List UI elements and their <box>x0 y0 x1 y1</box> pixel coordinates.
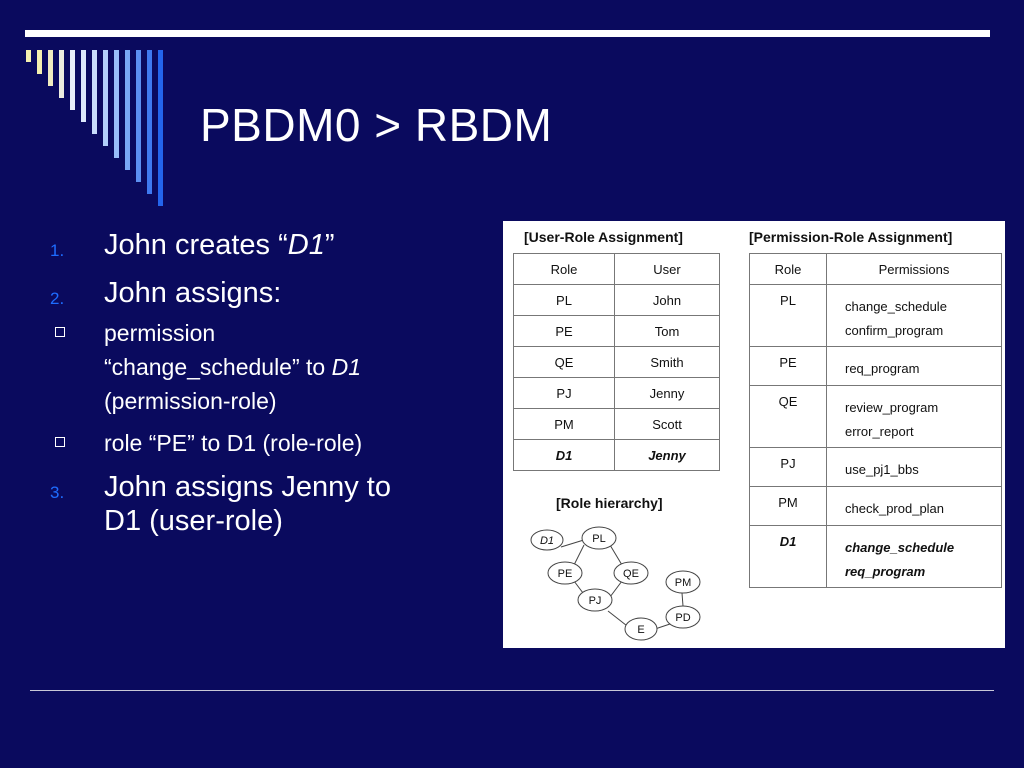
table-row <box>514 409 720 440</box>
table-cell: Jenny <box>615 378 720 409</box>
sub-list-item <box>50 426 550 460</box>
square-bullet-icon <box>55 437 65 447</box>
permission-text: error_report <box>845 424 914 439</box>
permission-text: change_schedule <box>845 540 955 555</box>
table-cell <box>827 448 1002 487</box>
hierarchy-caption: [Role hierarchy] <box>556 495 663 511</box>
ura-caption: [User-Role Assignment] <box>524 229 683 245</box>
sub-text: role “PE” to D1 (role-role) <box>104 430 363 456</box>
table-cell <box>827 347 1002 386</box>
table-header: User <box>615 254 720 285</box>
sub-text: “change_schedule” to <box>104 354 332 380</box>
list-item <box>50 470 500 538</box>
table-header: Permissions <box>827 254 1002 285</box>
table-row <box>514 440 720 471</box>
node-label: PD <box>675 612 691 624</box>
list-number: 2. <box>50 289 65 308</box>
node-label: PM <box>674 577 692 589</box>
table-cell <box>827 487 1002 526</box>
list-number: 3. <box>50 483 65 502</box>
node-label: PJ <box>588 595 602 607</box>
rbac-figure <box>503 221 1005 648</box>
table-cell: QE <box>750 386 827 448</box>
table-cell: D1 <box>514 440 615 471</box>
slide-title: PBDM0 > RBDM <box>200 99 553 151</box>
list-text: John assigns: <box>104 277 282 309</box>
table-cell: D1 <box>750 526 827 588</box>
node-label: PE <box>557 568 573 580</box>
node-label: QE <box>623 568 639 580</box>
table-row <box>514 347 720 378</box>
node-label: E <box>637 624 645 636</box>
list-text: ” <box>324 229 335 261</box>
table-cell: PE <box>514 316 615 347</box>
table-cell: Tom <box>615 316 720 347</box>
table-header-row <box>750 254 1002 285</box>
table-row <box>750 285 1002 347</box>
table-row <box>750 487 1002 526</box>
list-text-italic: D1 <box>287 229 325 261</box>
list-number: 1. <box>50 241 65 260</box>
table-row <box>750 347 1002 386</box>
list-item <box>50 276 500 310</box>
table-cell <box>827 526 1002 588</box>
sub-list-item <box>50 316 550 418</box>
permission-text: confirm_program <box>845 323 944 338</box>
table-cell: PM <box>750 487 827 526</box>
table-row <box>750 448 1002 487</box>
list-text: John assigns Jenny to <box>104 471 391 503</box>
role-hierarchy-diagram <box>503 511 743 648</box>
table-cell <box>827 386 1002 448</box>
table-cell: Smith <box>615 347 720 378</box>
table-row <box>514 285 720 316</box>
table-cell: PL <box>514 285 615 316</box>
table-row <box>514 316 720 347</box>
sub-text-italic: D1 <box>331 354 362 380</box>
table-cell: PE <box>750 347 827 386</box>
list-text: D1 (user-role) <box>104 505 283 537</box>
table-cell: Scott <box>615 409 720 440</box>
sub-text: (permission-role) <box>104 388 277 414</box>
permission-text: req_program <box>845 361 920 376</box>
table-cell: PM <box>514 409 615 440</box>
permission-text: check_prod_plan <box>845 501 945 516</box>
permission-text: use_pj1_bbs <box>845 462 919 477</box>
table-cell: QE <box>514 347 615 378</box>
user-role-table <box>513 253 720 471</box>
table-cell: Jenny <box>615 440 720 471</box>
table-header: Role <box>750 254 827 285</box>
permission-role-table <box>749 253 1002 588</box>
table-row <box>750 386 1002 448</box>
table-cell <box>827 285 1002 347</box>
permission-text: review_program <box>845 400 939 415</box>
permission-text: req_program <box>845 564 926 579</box>
sub-text: permission <box>104 320 216 346</box>
table-cell: PJ <box>750 448 827 487</box>
table-row <box>750 526 1002 588</box>
table-cell: PL <box>750 285 827 347</box>
node-label: PL <box>592 533 606 545</box>
bullet-list <box>50 228 500 552</box>
table-header-row <box>514 254 720 285</box>
decorative-stripes <box>26 50 171 210</box>
pra-caption: [Permission-Role Assignment] <box>749 229 953 245</box>
table-header: Role <box>514 254 615 285</box>
list-item <box>50 228 500 262</box>
permission-text: change_schedule <box>845 299 947 314</box>
square-bullet-icon <box>55 327 65 337</box>
table-row <box>514 378 720 409</box>
table-cell: PJ <box>514 378 615 409</box>
table-cell: John <box>615 285 720 316</box>
bottom-rule <box>30 690 994 691</box>
node-label: D1 <box>539 535 555 547</box>
list-text: John creates “ <box>104 229 288 261</box>
top-rule <box>25 30 990 37</box>
